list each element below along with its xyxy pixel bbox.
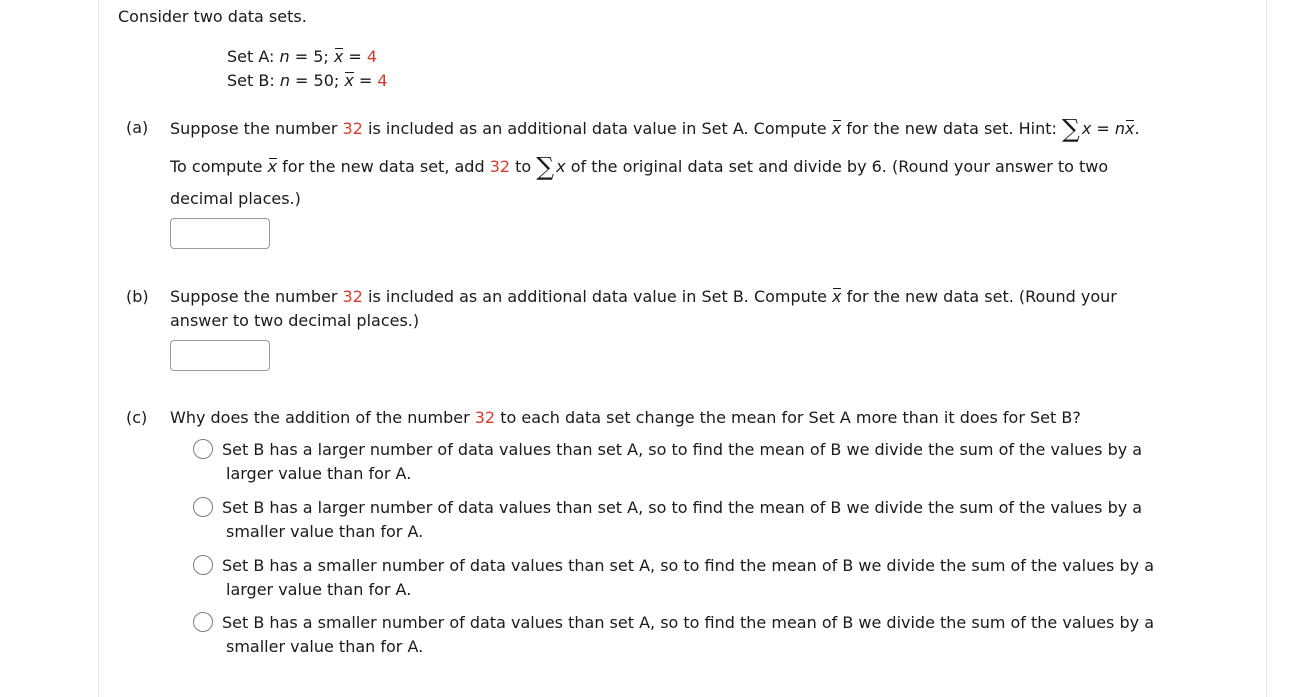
part-b-number: 32	[342, 287, 363, 306]
option-1-line1[interactable]: Set B has a larger number of data values than set A, so to find the mean of B we divide the sum of the values by a	[222, 440, 1143, 459]
option-1-radio[interactable]	[193, 439, 213, 459]
sum-x: x	[556, 157, 566, 176]
set-a-xbar: x	[333, 47, 344, 66]
option-3-line1[interactable]: Set B has a smaller number of data values than set A, so to find the mean of B we divide the sum of the values by a	[222, 556, 1154, 575]
part-a-text: to	[510, 157, 537, 176]
part-b-label: (b)	[126, 287, 149, 306]
part-b-text: for the new data set. (Round your	[841, 287, 1117, 306]
part-c-text: to each data set change the mean for Set A more than it does for Set B?	[495, 408, 1081, 427]
part-a-line3: decimal places.)	[170, 189, 301, 208]
part-b-xbar: x	[832, 287, 842, 306]
set-a-line	[227, 47, 377, 66]
option-3-radio[interactable]	[193, 555, 213, 575]
option-2-line1[interactable]: Set B has a larger number of data values than set A, so to find the mean of B we divide the sum of the values by a	[222, 498, 1143, 517]
part-a-text: is included as an additional data value in Set A. Compute	[362, 119, 832, 138]
set-b-n: n	[279, 71, 290, 90]
sigma-symbol: ∑	[1061, 114, 1080, 143]
part-b-text: Suppose the number	[170, 287, 343, 306]
sigma-symbol: ∑	[536, 152, 555, 181]
set-b-line	[227, 71, 388, 90]
set-a-n-value: = 5;	[289, 47, 334, 66]
part-c-number: 32	[474, 408, 496, 427]
page-border-left	[98, 0, 99, 697]
part-c-question	[170, 408, 1081, 427]
hint-x: x	[1081, 119, 1092, 138]
intro-text: Consider two data sets.	[118, 7, 307, 26]
part-b-line1	[170, 287, 1117, 306]
part-a-line2	[170, 152, 1109, 181]
set-b-eq: =	[353, 71, 378, 90]
part-b-text: is included as an additional data value in Set B. Compute	[362, 287, 833, 306]
part-c-text: Why does the addition of the number	[170, 408, 475, 427]
part-a-text: Suppose the number	[170, 119, 343, 138]
part-b-line2: answer to two decimal places.)	[170, 311, 420, 330]
part-a-answer-input[interactable]	[170, 218, 270, 249]
option-2-line2[interactable]: smaller value than for A.	[226, 522, 424, 541]
set-a-eq: =	[343, 47, 367, 66]
part-b-answer-input[interactable]	[170, 340, 270, 371]
hint-xbar: x	[1125, 119, 1135, 138]
set-b-mean-value: 4	[377, 71, 388, 90]
part-a-text: To compute	[170, 157, 268, 176]
option-1-line2[interactable]: larger value than for A.	[226, 464, 412, 483]
option-3-line2[interactable]: larger value than for A.	[226, 580, 412, 599]
set-a-n: n	[279, 47, 290, 66]
set-a-mean-value: 4	[366, 47, 378, 66]
set-b-n-value: = 50;	[289, 71, 345, 90]
part-a-text: for the new data set, add	[277, 157, 490, 176]
page-border-right	[1266, 0, 1267, 697]
part-a-xbar: x	[267, 157, 278, 176]
part-a-text: for the new data set. Hint:	[841, 119, 1062, 138]
part-a-text: of the original data set and divide by 6. (Round your answer to two	[565, 157, 1109, 176]
hint-end: .	[1134, 119, 1140, 138]
hint-n: n	[1114, 119, 1126, 138]
part-a-line1	[170, 114, 1140, 143]
part-c-label: (c)	[126, 408, 148, 427]
part-a-xbar: x	[831, 119, 842, 138]
option-4-line2[interactable]: smaller value than for A.	[226, 637, 424, 656]
part-a-number: 32	[342, 119, 363, 138]
option-4-line1[interactable]: Set B has a smaller number of data values than set A, so to find the mean of B we divide the sum of the values by a	[222, 613, 1154, 632]
option-2-radio[interactable]	[193, 497, 213, 517]
option-4-radio[interactable]	[193, 612, 213, 632]
set-a-label: Set A:	[227, 47, 280, 66]
set-b-xbar: x	[344, 71, 354, 90]
part-a-label: (a)	[126, 118, 149, 137]
hint-eq: =	[1091, 119, 1115, 138]
set-b-label: Set B:	[227, 71, 280, 90]
part-a-number: 32	[489, 157, 511, 176]
